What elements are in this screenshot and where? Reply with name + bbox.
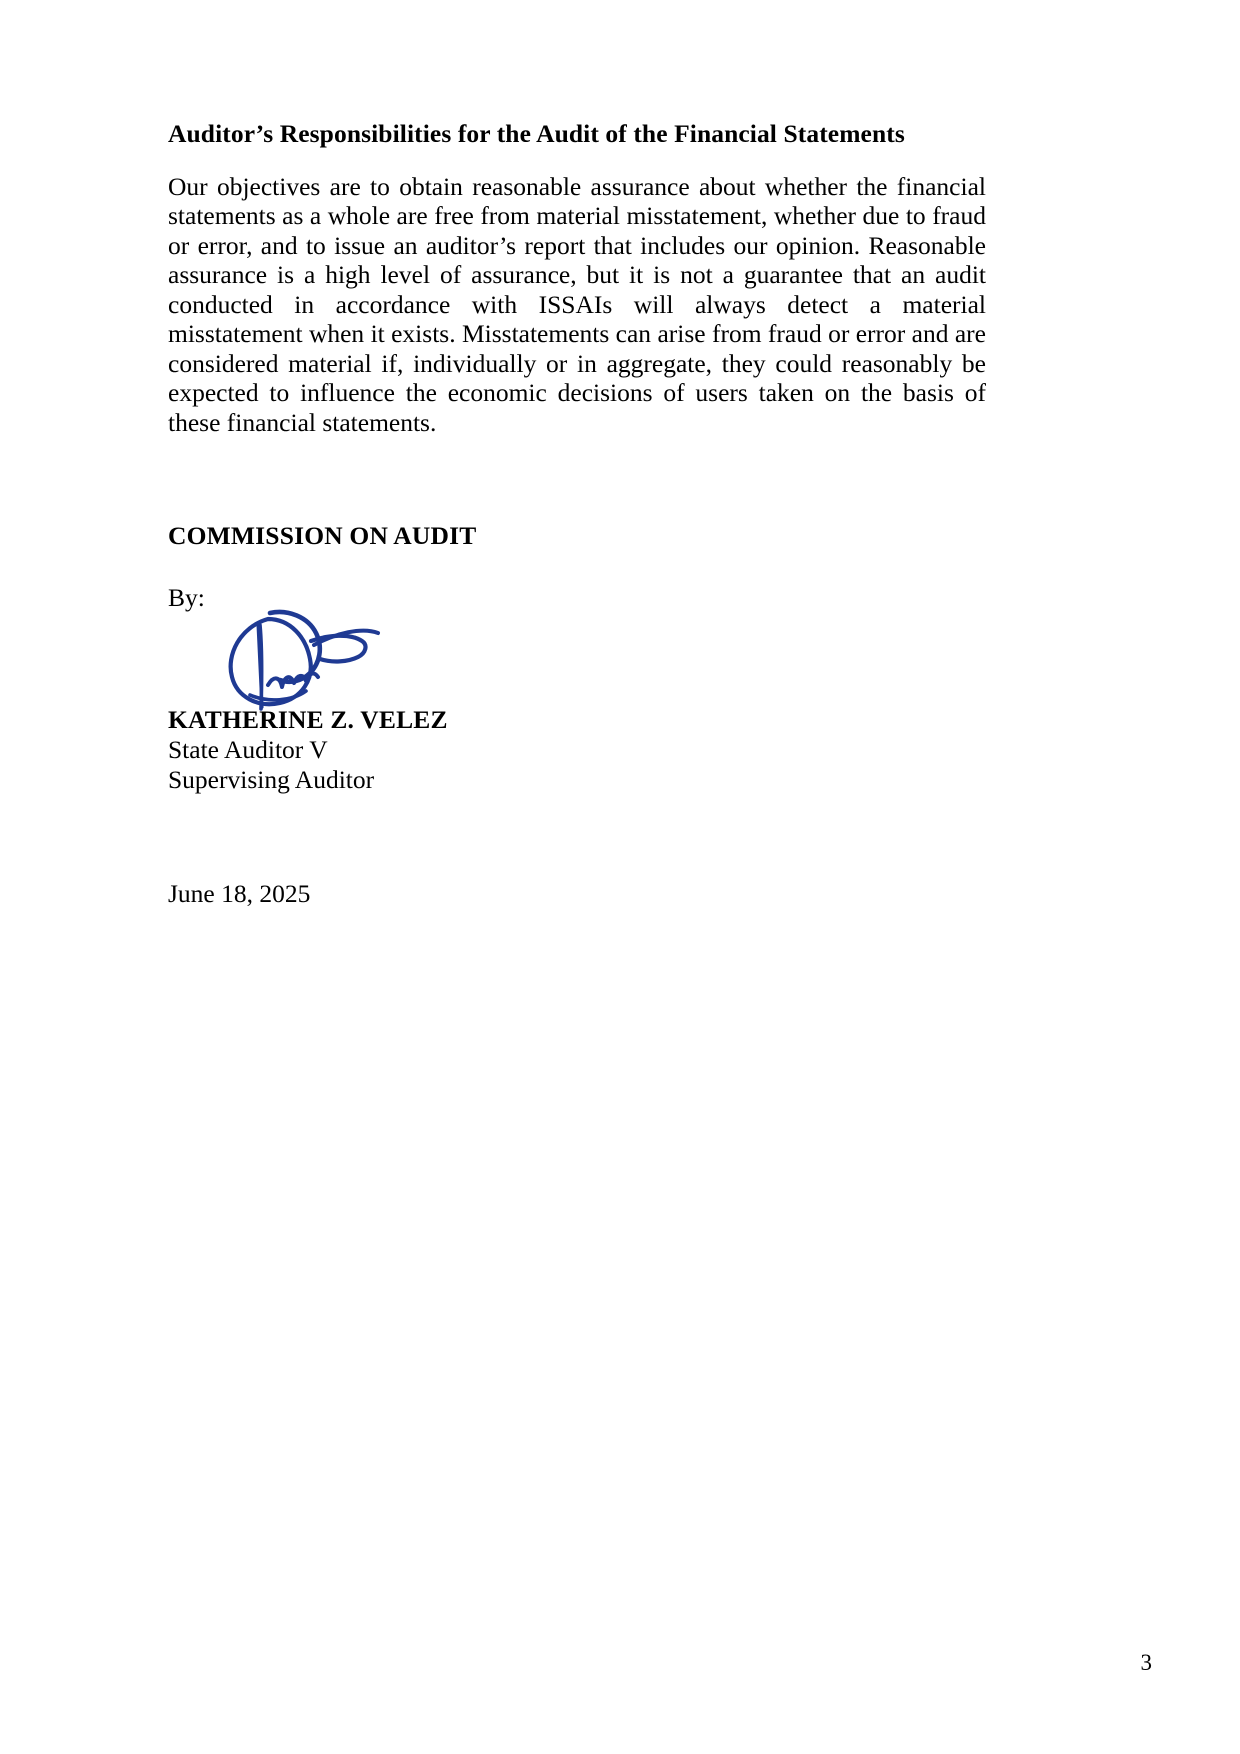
block-spacer — [168, 437, 986, 521]
signature-area — [168, 613, 986, 705]
by-label: By: — [168, 583, 205, 613]
section-heading: Auditor’s Responsibilities for the Audit of the Financial Statements — [168, 119, 905, 148]
block-spacer — [168, 795, 986, 879]
page-number: 3 — [1140, 1650, 1152, 1675]
block-spacer — [168, 551, 986, 583]
handwritten-signature-icon — [210, 607, 440, 717]
signer-name: KATHERINE Z. VELEZ — [168, 705, 448, 735]
signer-title-secondary: Supervising Auditor — [168, 765, 375, 795]
auditor-responsibilities-paragraph: Our objectives are to obtain reasonable assurance about whether the financial statements as a whole are free from material misstatement, whether due to fraud or error, and to issue an auditor’s report that includes our opinion. Reasonable assurance is a high level of assurance, but it is not a guarantee that an audit conducted in accordance with ISSAIs will always detect a material misstatement when it exists. Misstatements can arise from fraud or error and are considered material if, individually or in aggregate, they could reasonably be expected to influence the economic decisions of users taken on the basis of these financial statements. — [168, 171, 986, 437]
organization-heading: COMMISSION ON AUDIT — [168, 521, 477, 551]
page-content — [168, 118, 986, 909]
signer-title-primary: State Auditor V — [168, 735, 328, 765]
report-date: June 18, 2025 — [168, 879, 311, 909]
